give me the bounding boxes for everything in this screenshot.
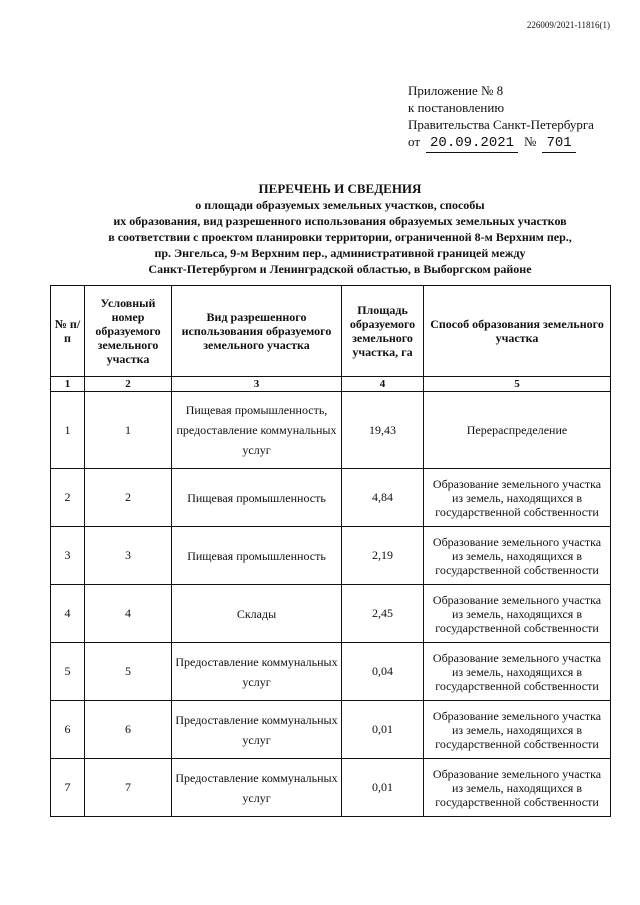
cell-plot-number: 3 (85, 527, 172, 585)
cell-plot-number: 4 (85, 585, 172, 643)
cell-permitted-use: Пищевая промышленность (172, 469, 342, 527)
cell-area: 0,01 (342, 701, 424, 759)
land-plots-table (50, 285, 611, 817)
table-row (51, 701, 611, 759)
column-number: 5 (424, 377, 611, 392)
cell-formation-method: Образование земельного участка из земель, находящихся в государственной собственности (424, 643, 611, 701)
document-title (60, 181, 620, 277)
header-formation-method: Способ образования земельного участка (424, 286, 611, 377)
cell-area: 2,45 (342, 585, 424, 643)
cell-area: 2,19 (342, 527, 424, 585)
cell-permitted-use: Предоставление коммунальных услуг (172, 701, 342, 759)
title-line-2: их образования, вид разрешенного использования образуемых земельных участков (113, 214, 567, 228)
cell-formation-method: Образование земельного участка из земель, находящихся в государственной собственности (424, 701, 611, 759)
table-row (51, 643, 611, 701)
cell-permitted-use: Пищевая промышленность, предоставление коммунальных услуг (172, 392, 342, 469)
table-row (51, 469, 611, 527)
cell-permitted-use: Склады (172, 585, 342, 643)
cell-plot-number: 6 (85, 701, 172, 759)
cell-area: 19,43 (342, 392, 424, 469)
title-line-1: о площади образуемых земельных участков, способы (195, 198, 485, 212)
cell-index: 4 (51, 585, 85, 643)
column-number: 4 (342, 377, 424, 392)
cell-area: 4,84 (342, 469, 424, 527)
date-prefix: от (408, 134, 421, 149)
table-row (51, 585, 611, 643)
header-permitted-use: Вид разрешенного использования образуемого земельного участка (172, 286, 342, 377)
header-plot-number: Условный номер образуемого земельного участка (85, 286, 172, 377)
header-area: Площадь образуемого земельного участка, га (342, 286, 424, 377)
cell-formation-method: Образование земельного участка из земель, находящихся в государственной собственности (424, 585, 611, 643)
column-number: 1 (51, 377, 85, 392)
resolution-date: 20.09.2021 (426, 135, 518, 153)
column-number: 3 (172, 377, 342, 392)
resolution-number: 701 (542, 135, 575, 153)
cell-area: 0,04 (342, 643, 424, 701)
title-line-5: Санкт-Петербургом и Ленинградской областью, в Выборгском районе (148, 262, 532, 276)
cell-formation-method: Образование земельного участка из земель, находящихся в государственной собственности (424, 759, 611, 817)
cell-index: 2 (51, 469, 85, 527)
cell-index: 5 (51, 643, 85, 701)
cell-permitted-use: Пищевая промышленность (172, 527, 342, 585)
column-number: 2 (85, 377, 172, 392)
cell-index: 1 (51, 392, 85, 469)
appendix-line-1: Приложение № 8 (408, 83, 504, 98)
appendix-date-row (408, 133, 594, 153)
cell-permitted-use: Предоставление коммунальных услуг (172, 759, 342, 817)
cell-plot-number: 5 (85, 643, 172, 701)
appendix-line-2: к постановлению (408, 100, 505, 115)
title-heading: ПЕРЕЧЕНЬ И СВЕДЕНИЯ (258, 181, 422, 196)
cell-plot-number: 2 (85, 469, 172, 527)
appendix-block (408, 82, 594, 153)
cell-index: 7 (51, 759, 85, 817)
cell-plot-number: 1 (85, 392, 172, 469)
cell-formation-method: Образование земельного участка из земель, находящихся в государственной собственности (424, 527, 611, 585)
cell-formation-method: Перераспределение (424, 392, 611, 469)
column-number-row (51, 377, 611, 392)
cell-formation-method: Образование земельного участка из земель, находящихся в государственной собственности (424, 469, 611, 527)
document-number: 226009/2021-11816(1) (526, 20, 610, 30)
cell-index: 3 (51, 527, 85, 585)
table-row (51, 759, 611, 817)
table-row (51, 527, 611, 585)
number-prefix: № (524, 134, 537, 149)
header-index: № п/п (51, 286, 85, 377)
appendix-line-3: Правительства Санкт-Петербурга (408, 117, 594, 132)
cell-index: 6 (51, 701, 85, 759)
title-line-3: в соответствии с проектом планировки территории, ограниченной 8-м Верхним пер., (108, 230, 572, 244)
table-row (51, 392, 611, 469)
cell-area: 0,01 (342, 759, 424, 817)
table-header-row (51, 286, 611, 377)
title-line-4: пр. Энгельса, 9-м Верхним пер., административной границей между (154, 246, 526, 260)
cell-permitted-use: Предоставление коммунальных услуг (172, 643, 342, 701)
cell-plot-number: 7 (85, 759, 172, 817)
